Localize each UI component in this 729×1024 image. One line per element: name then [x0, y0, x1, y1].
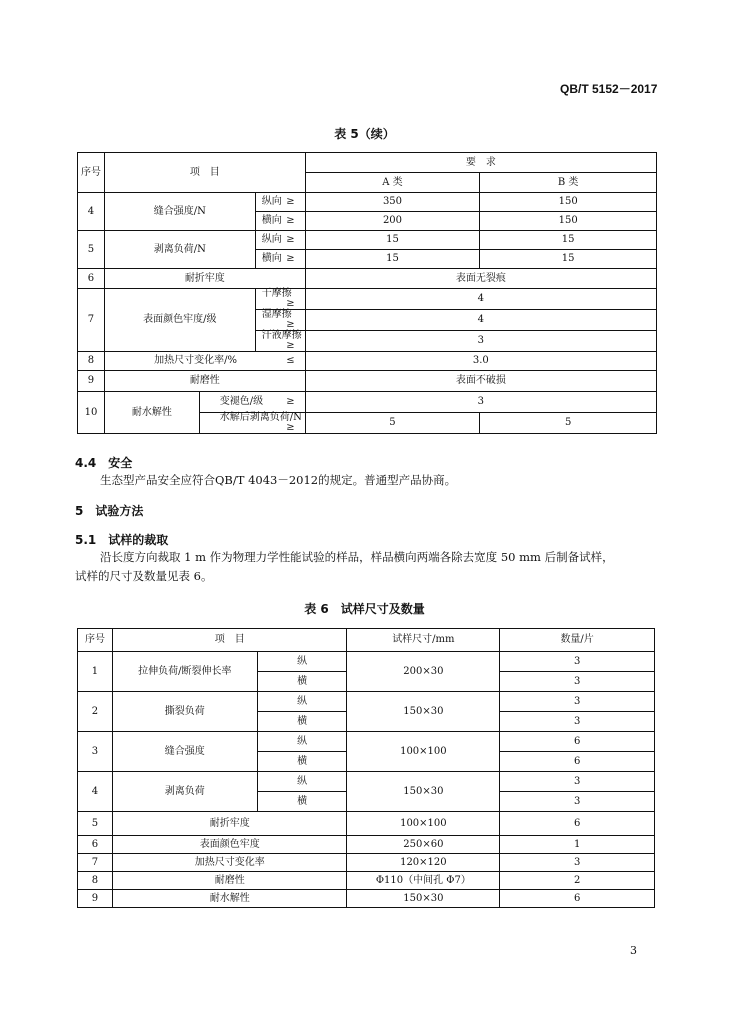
table5-cell	[104, 352, 305, 371]
section-4-4-text: 生态型产品安全应符合QB/T 4043－2012的规定。普通型产品协商。	[100, 473, 457, 487]
operator: ≥	[286, 319, 295, 330]
table6-cell: 横	[257, 752, 347, 772]
table6-cell: 8	[78, 872, 113, 890]
table6-cell: 2	[500, 872, 655, 890]
table6-cell: 耐磨性	[112, 872, 347, 890]
table5-header-item: 项 目	[104, 153, 305, 193]
table5-cell	[199, 413, 305, 434]
table6-cell: 6	[500, 752, 655, 772]
table5-cell: 耐磨性	[104, 371, 305, 392]
section-number: 5	[75, 504, 84, 518]
sub-item: 汗液摩擦	[261, 330, 302, 341]
table5-cell: 350	[305, 193, 480, 212]
table5-cell: 3	[305, 331, 656, 352]
table6-cell: 3	[500, 854, 655, 872]
table5-cell: 耐折牢度	[104, 269, 305, 289]
table5-cell: 表面不破损	[305, 371, 656, 392]
table6-cell: 剥离负荷	[112, 772, 257, 812]
table5-cell: 4	[305, 310, 656, 331]
table5	[77, 152, 657, 434]
table5-cell	[255, 193, 305, 212]
table6-cell: 1	[500, 836, 655, 854]
operator: ≥	[286, 196, 295, 207]
table5-header-no: 序号	[78, 153, 105, 193]
table5-cell: 6	[78, 269, 105, 289]
operator: ≥	[286, 215, 295, 226]
table5-cell	[199, 392, 305, 413]
table6-cell: 加热尺寸变化率	[112, 854, 347, 872]
table6-cell: 3	[500, 792, 655, 812]
sub-item: 湿摩擦	[261, 309, 292, 320]
table5-cell: 15	[480, 231, 657, 250]
table6-cell: 2	[78, 692, 113, 732]
table5-cell: 4	[305, 289, 656, 310]
operator: ≥	[286, 422, 295, 433]
table6-cell: 4	[78, 772, 113, 812]
table6-cell: 纵	[257, 772, 347, 792]
table6-cell: 纵	[257, 732, 347, 752]
table5-cell: 15	[305, 231, 480, 250]
table5-cell: 8	[78, 352, 105, 371]
table5-cell	[255, 250, 305, 269]
table6-cell: Φ110（中间孔 Φ7）	[347, 872, 500, 890]
table5-cell: 5	[480, 413, 657, 434]
table6-header-item: 项 目	[112, 629, 347, 652]
table6-cell: 1	[78, 652, 113, 692]
table5-cell: 15	[480, 250, 657, 269]
table5-cell: 5	[78, 231, 105, 269]
table6-cell: 横	[257, 672, 347, 692]
operator: ≤	[286, 355, 295, 366]
table5-cell: 3.0	[305, 352, 656, 371]
table6-cell: 150×30	[347, 772, 500, 812]
table5-cell: 15	[305, 250, 480, 269]
table6-cell: 6	[500, 732, 655, 752]
table5-cell: 表面颜色牢度/级	[104, 289, 255, 352]
section-5-1-text-line2: 试样的尺寸及数量见表 6。	[75, 569, 213, 583]
sub-item: 变褪色/级	[219, 396, 264, 407]
table5-cell	[255, 231, 305, 250]
table6	[77, 628, 655, 908]
table5-cell: 150	[480, 212, 657, 231]
table6-cell: 耐水解性	[112, 890, 347, 908]
sub-item: 横向	[261, 253, 282, 264]
table5-header-b: B 类	[480, 173, 657, 193]
item-label: 加热尺寸变化率/%	[154, 355, 238, 366]
table5-cell: 10	[78, 392, 105, 434]
table6-cell: 撕裂负荷	[112, 692, 257, 732]
sub-item: 横向	[261, 215, 282, 226]
section-title: 安全	[108, 456, 133, 470]
section-5-1-text-line1: 沿长度方向裁取 1 m 作为物理力学性能试验的样品，样品横向两端各除去宽度 50 mm 后制备试样，	[100, 550, 614, 564]
table6-cell: 3	[500, 652, 655, 672]
table5-cell	[255, 331, 305, 352]
table6-cell: 100×100	[347, 812, 500, 836]
table5-cell	[255, 310, 305, 331]
table6-cell: 3	[500, 712, 655, 732]
table5-header-req: 要 求	[305, 153, 656, 173]
table5-cell: 200	[305, 212, 480, 231]
table6-cell: 横	[257, 792, 347, 812]
table6-cell: 200×30	[347, 652, 500, 692]
page-number: 3	[630, 944, 637, 957]
section-5-heading	[75, 502, 143, 519]
table5-cell: 4	[78, 193, 105, 231]
table5-cell: 表面无裂痕	[305, 269, 656, 289]
table5-cell: 剥离负荷/N	[104, 231, 255, 269]
section-4-4-heading	[75, 454, 132, 471]
table5-cell: 耐水解性	[104, 392, 199, 434]
table6-caption: 表 6 试样尺寸及数量	[304, 602, 425, 616]
table5-cell: 9	[78, 371, 105, 392]
table6-cell: 6	[500, 890, 655, 908]
operator: ≥	[286, 396, 295, 407]
standard-code: QB/T 5152－2017	[560, 82, 658, 96]
table6-cell: 3	[78, 732, 113, 772]
table6-cell: 3	[500, 772, 655, 792]
table5-cell	[255, 289, 305, 310]
table6-cell: 6	[500, 812, 655, 836]
operator: ≥	[286, 340, 295, 351]
sub-item: 纵向	[261, 234, 282, 245]
table5-header-a: A 类	[305, 173, 480, 193]
table6-cell: 6	[78, 836, 113, 854]
table5-cell: 7	[78, 289, 105, 352]
sub-item: 纵向	[261, 196, 282, 207]
table6-cell: 表面颜色牢度	[112, 836, 347, 854]
operator: ≥	[286, 253, 295, 264]
table6-cell: 横	[257, 712, 347, 732]
table5-cell: 5	[305, 413, 480, 434]
section-number: 4.4	[75, 456, 97, 470]
table5-cell: 缝合强度/N	[104, 193, 255, 231]
operator: ≥	[286, 234, 295, 245]
section-5-1-heading	[75, 531, 168, 548]
table5-cell	[255, 212, 305, 231]
table6-cell: 120×120	[347, 854, 500, 872]
section-title: 试验方法	[95, 504, 144, 518]
table6-cell: 150×30	[347, 692, 500, 732]
operator: ≥	[286, 298, 295, 309]
table6-cell: 3	[500, 692, 655, 712]
section-number: 5.1	[75, 533, 97, 547]
table6-cell: 150×30	[347, 890, 500, 908]
table6-header-qty: 数量/片	[500, 629, 655, 652]
table5-cell: 3	[305, 392, 656, 413]
table5-caption: 表 5（续）	[334, 127, 395, 141]
table6-cell: 纵	[257, 692, 347, 712]
table5-cell: 150	[480, 193, 657, 212]
table6-header-no: 序号	[78, 629, 113, 652]
table6-cell: 9	[78, 890, 113, 908]
table6-cell: 3	[500, 672, 655, 692]
table6-cell: 缝合强度	[112, 732, 257, 772]
table6-header-size: 试样尺寸/mm	[347, 629, 500, 652]
section-title: 试样的裁取	[108, 533, 169, 547]
table6-cell: 7	[78, 854, 113, 872]
sub-item: 水解后剥离负荷/N	[219, 412, 302, 423]
table6-cell: 拉伸负荷/断裂伸长率	[112, 652, 257, 692]
table6-cell: 250×60	[347, 836, 500, 854]
table6-cell: 5	[78, 812, 113, 836]
table6-cell: 纵	[257, 652, 347, 672]
sub-item: 干摩擦	[261, 288, 292, 299]
table6-cell: 100×100	[347, 732, 500, 772]
table6-cell: 耐折牢度	[112, 812, 347, 836]
